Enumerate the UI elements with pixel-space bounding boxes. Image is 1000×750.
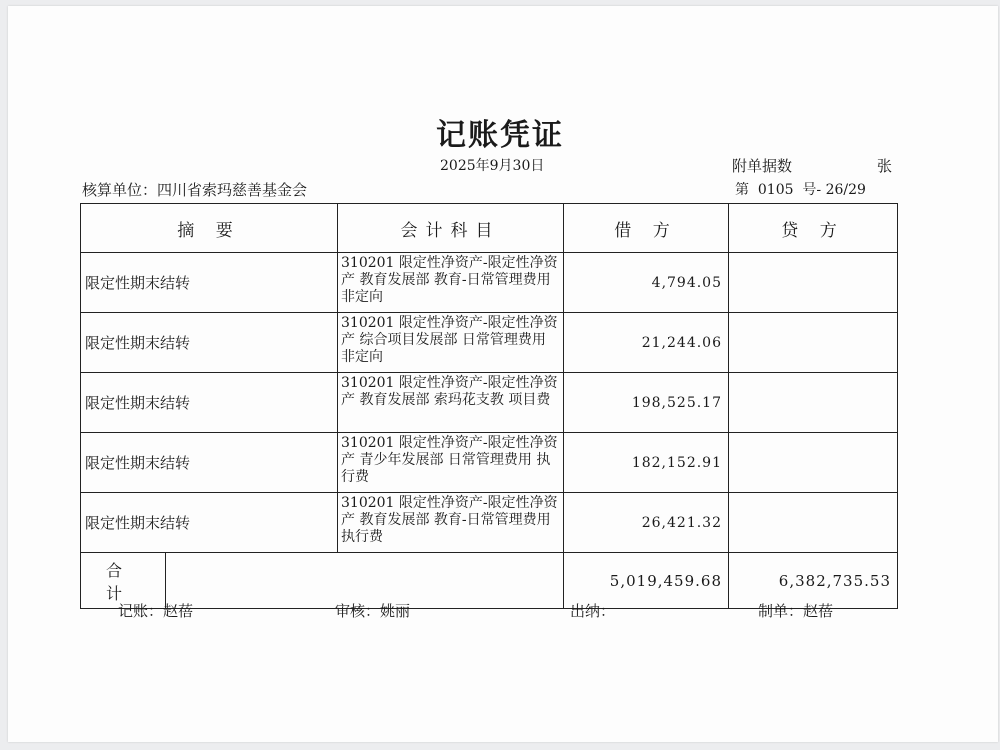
bookkeeper-sign: 记账：赵蓓 [118, 602, 194, 620]
voucher-date: 2025年9月30日 [440, 158, 545, 174]
total-credit: 6,382,735.53 [729, 553, 898, 609]
summary-cell: 限定性期末结转 [81, 253, 338, 313]
voucher-table [80, 203, 898, 609]
credit-cell [729, 433, 898, 493]
debit-cell: 21,244.06 [564, 313, 729, 373]
voucher-number: 第 0105 号- 26/29 [735, 182, 866, 198]
account-cell: 310201 限定性净资产-限定性净资产 青少年发展部 日常管理费用 执行费 [338, 433, 564, 493]
account-cell: 310201 限定性净资产-限定性净资产 教育发展部 索玛花支教 项目费 [338, 373, 564, 433]
header-debit: 借 方 [564, 204, 729, 253]
table-row [81, 373, 898, 433]
summary-cell: 限定性期末结转 [81, 313, 338, 373]
debit-cell: 4,794.05 [564, 253, 729, 313]
table-row [81, 253, 898, 313]
debit-cell: 198,525.17 [564, 373, 729, 433]
credit-cell [729, 253, 898, 313]
attachment-unit: 张 [877, 157, 893, 175]
reviewer-sign: 审核：姚丽 [335, 602, 411, 620]
header-account: 会计科目 [338, 204, 564, 253]
header-credit: 贷 方 [729, 204, 898, 253]
summary-cell: 限定性期末结转 [81, 373, 338, 433]
credit-cell [729, 493, 898, 553]
summary-cell: 限定性期末结转 [81, 433, 338, 493]
account-cell: 310201 限定性净资产-限定性净资产 教育发展部 教育-日常管理费用 执行费 [338, 493, 564, 553]
table-row [81, 433, 898, 493]
credit-cell [729, 313, 898, 373]
debit-cell: 26,421.32 [564, 493, 729, 553]
preparer-sign: 制单：赵蓓 [758, 602, 834, 620]
total-debit: 5,019,459.68 [564, 553, 729, 609]
attachment-count-label: 附单据数 [732, 157, 793, 175]
voucher-title: 记账凭证 [436, 118, 564, 153]
cashier-sign: 出纳： [570, 602, 616, 620]
header-summary: 摘 要 [81, 204, 338, 253]
table-row [81, 313, 898, 373]
total-label: 合 计 [81, 553, 166, 608]
summary-cell: 限定性期末结转 [81, 493, 338, 553]
debit-cell: 182,152.91 [564, 433, 729, 493]
accounting-unit-label: 核算单位： [82, 181, 158, 199]
table-header-row [81, 204, 898, 253]
table-row [81, 493, 898, 553]
account-cell: 310201 限定性净资产-限定性净资产 综合项目发展部 日常管理费用 非定向 [338, 313, 564, 373]
account-cell: 310201 限定性净资产-限定性净资产 教育发展部 教育-日常管理费用 非定向 [338, 253, 564, 313]
accounting-unit-name: 四川省索玛慈善基金会 [157, 181, 308, 199]
accounting-unit [82, 179, 307, 200]
credit-cell [729, 373, 898, 433]
